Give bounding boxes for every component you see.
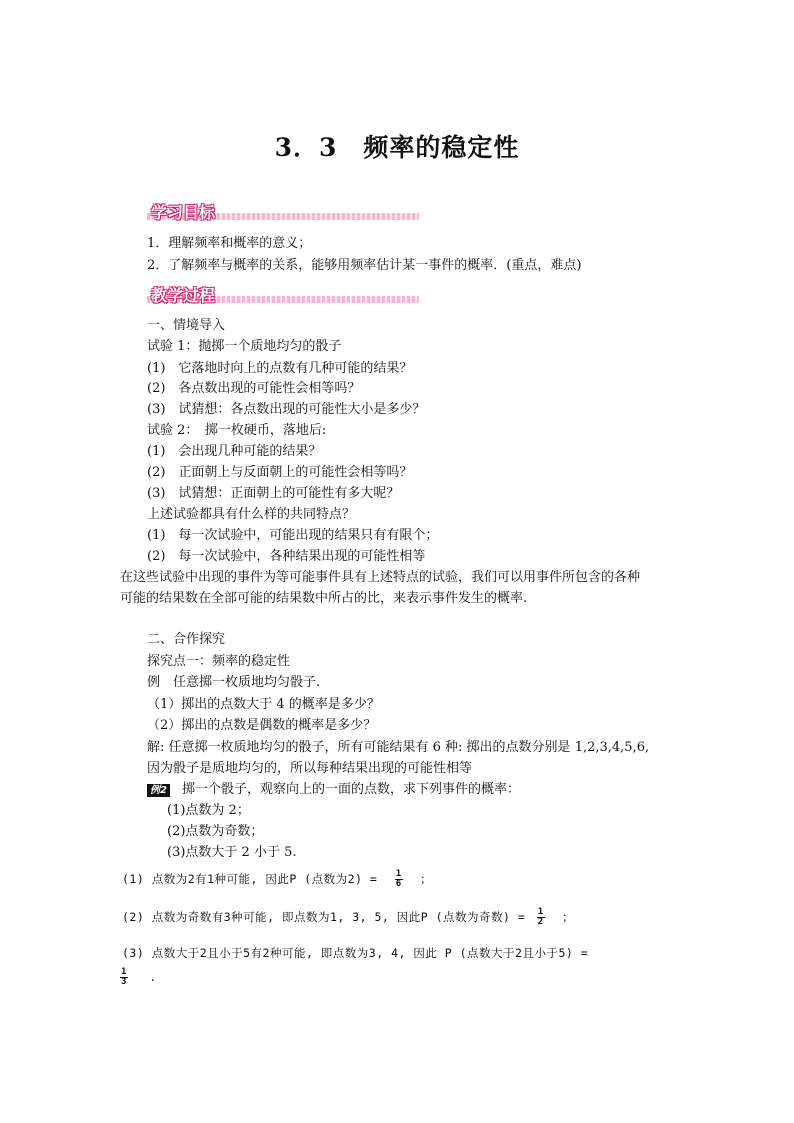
- numerator: 1: [395, 869, 402, 879]
- answer-2: [122, 908, 574, 927]
- example-2-item: (3)点数大于 2 小于 5.: [167, 845, 297, 860]
- answer-3-result: [120, 968, 157, 987]
- experiment-1-question: (3) 试猜想：各点数出现的可能性大小是多少？: [147, 402, 426, 417]
- example-2-item: (2)点数为奇数；: [167, 824, 264, 839]
- objectives-banner-label: 学习目标: [151, 203, 216, 222]
- objectives-banner: [147, 201, 419, 223]
- intro-paragraph-line-1: 在这些试验中出现的事件为等可能事件具有上述特点的试验，我们可以用事件所包含的各种: [120, 570, 641, 585]
- explore-heading: 二、合作探究: [147, 632, 226, 647]
- intro-heading: 一、情境导入: [147, 318, 226, 333]
- experiment-2-question: (3) 试猜想：正面朝上的可能性有多大呢？: [147, 486, 400, 501]
- denominator: 2: [537, 917, 544, 927]
- common-feature: (1) 每一次试验中，可能出现的结果只有有限个；: [147, 528, 439, 543]
- experiment-1: 试验 1：抛掷一个质地均匀的骰子: [147, 339, 342, 354]
- experiment-2: 试验 2： 掷一枚硬币，落地后:: [147, 423, 327, 438]
- experiment-1-question: (2) 各点数出现的可能性会相等吗？: [147, 381, 361, 396]
- explore-point: 探究点一：频率的稳定性: [147, 654, 291, 669]
- objective-2: 2．了解频率与概率的关系，能够用频率估计某一事件的概率．(重点，难点): [147, 258, 582, 273]
- answer-2-fraction: [537, 908, 545, 927]
- common-feature: (2) 每一次试验中，各种结果出现的可能性相等: [147, 549, 426, 564]
- answer-1-fraction: [395, 870, 403, 889]
- answer-3-fraction: [120, 968, 128, 987]
- numerator: 1: [121, 967, 127, 977]
- solution-line-1: 解: 任意掷一枚质地均匀的骰子，所有可能结果有 6 种: 掷出的点数分别是 1,2,3,4,5,6,: [147, 740, 650, 755]
- answer-1-text: (1) 点数为2有1种可能, 因此P (点数为2) =: [122, 872, 378, 886]
- experiment-2-question: (2) 正面朝上与反面朝上的可能性会相等吗？: [147, 465, 413, 480]
- process-banner: [147, 284, 419, 306]
- numerator: 1: [537, 907, 544, 917]
- answer-3-end: .: [149, 970, 157, 984]
- answer-2-end: ；: [562, 910, 575, 924]
- example-2-item: (1)点数为 2；: [167, 803, 250, 818]
- example-1-question-2: （2）掷出的点数是偶数的概率是多少？: [147, 718, 377, 733]
- answer-1: [122, 870, 432, 889]
- denominator: 3: [121, 977, 127, 987]
- example-2-text: 掷一个骰子，观察向上的一面的点数，求下列事件的概率：: [181, 782, 520, 797]
- process-banner-label: 教学过程: [151, 286, 216, 305]
- common-features-question: 上述试验都具有什么样的共同特点？: [147, 507, 356, 522]
- solution-line-2: 因为骰子是质地均匀的，所以每种结果出现的可能性相等: [147, 761, 473, 776]
- experiment-2-question: (1) 会出现几种可能的结果？: [147, 444, 322, 459]
- example-1-question-1: （1）掷出的点数大于 4 的概率是多少？: [147, 697, 380, 712]
- answer-3: (3) 点数大于2且小于5有2种可能, 即点数为3, 4, 因此 P (点数大于2且小于5) =: [122, 946, 589, 960]
- example-1: 例 任意掷一枚质地均匀骰子.: [147, 675, 321, 690]
- objective-1: 1．理解频率和概率的意义；: [147, 236, 312, 251]
- denominator: 6: [395, 879, 402, 889]
- intro-paragraph-line-2: 可能的结果数在全部可能的结果数中所占的比，来表示事件发生的概率.: [120, 591, 528, 606]
- example-2-badge: 例2: [147, 784, 170, 797]
- answer-2-text: (2) 点数为奇数有3种可能, 即点数为1, 3, 5, 因此P (点数为奇数) =: [122, 910, 526, 924]
- answer-1-end: ；: [420, 872, 433, 886]
- page-title: 3．3 频率的稳定性: [274, 133, 520, 162]
- example-2: [147, 782, 520, 798]
- experiment-1-question: (1) 它落地时向上的点数有几种可能的结果？: [147, 361, 413, 376]
